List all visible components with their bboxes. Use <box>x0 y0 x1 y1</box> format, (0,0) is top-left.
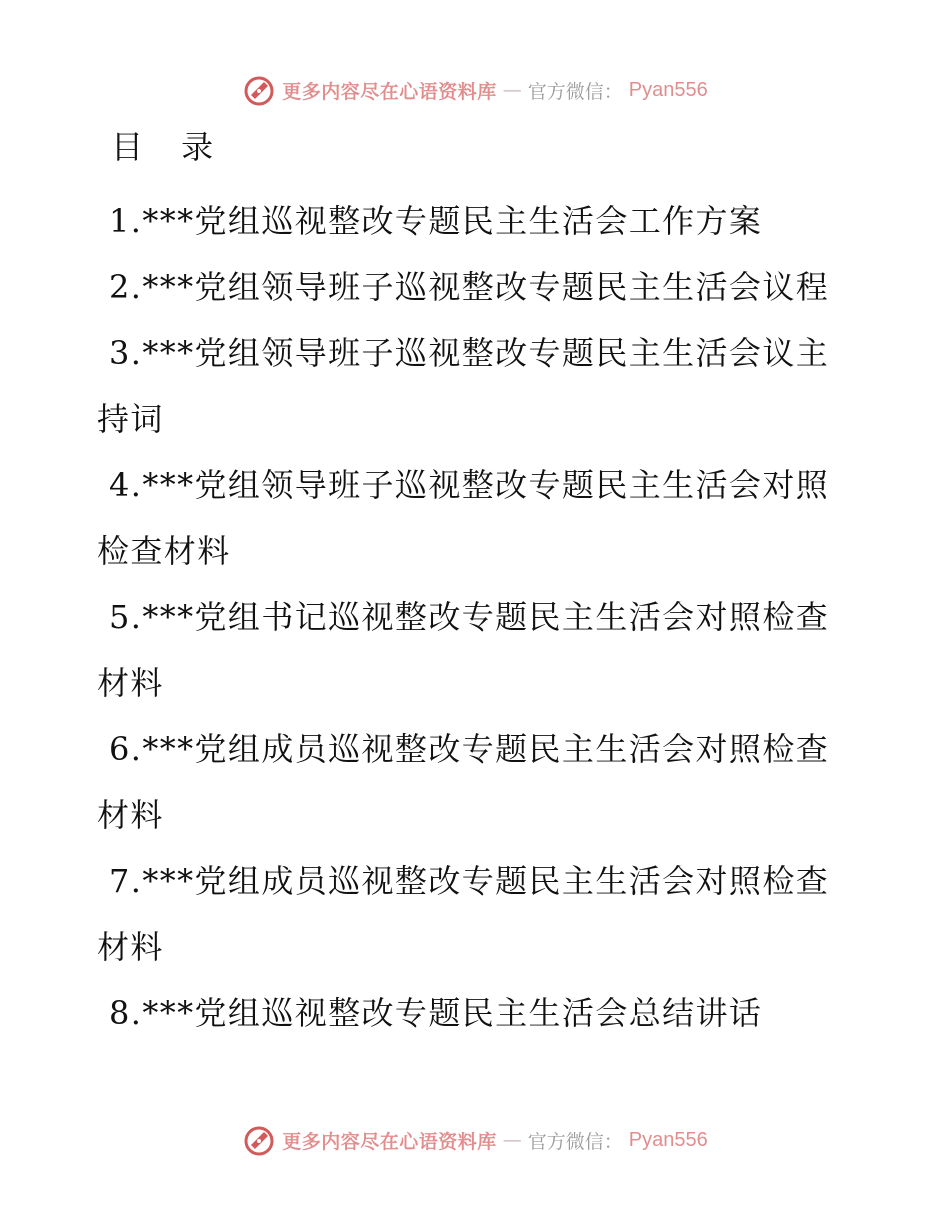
watermark-text: 更多内容尽在心语资料库 <box>282 80 497 103</box>
watermark-dash: — <box>502 1129 522 1151</box>
toc-item: 2.***党组领导班子巡视整改专题民主生活会议程 <box>109 268 830 306</box>
pen-nib-logo-icon <box>242 1123 276 1157</box>
footer-watermark <box>0 1120 950 1160</box>
toc-list <box>97 188 857 1046</box>
toc-item: 4.***党组领导班子巡视整改专题民主生活会对照检查材料 <box>97 466 830 570</box>
watermark-text: 更多内容尽在心语资料库 <box>282 1130 497 1153</box>
document-body <box>97 122 857 1046</box>
toc-item: 8.***党组巡视整改专题民主生活会总结讲话 <box>109 994 763 1032</box>
watermark-suffix: 官方微信： <box>527 1130 623 1153</box>
toc-item: 5.***党组书记巡视整改专题民主生活会对照检查材料 <box>97 598 830 702</box>
watermark-wechat-id: Pyan556 <box>628 78 708 101</box>
watermark-suffix: 官方微信： <box>527 80 623 103</box>
watermark-dash: — <box>502 79 522 101</box>
header-watermark <box>0 70 950 110</box>
toc-item: 1.***党组巡视整改专题民主生活会工作方案 <box>109 202 763 240</box>
toc-item: 3.***党组领导班子巡视整改专题民主生活会议主持词 <box>97 334 830 438</box>
toc-item: 7.***党组成员巡视整改专题民主生活会对照检查材料 <box>97 862 830 966</box>
pen-nib-logo-icon <box>242 73 276 107</box>
watermark-wechat-id: Pyan556 <box>628 1128 708 1151</box>
toc-title: 目 录 <box>111 128 228 166</box>
toc-item: 6.***党组成员巡视整改专题民主生活会对照检查材料 <box>97 730 830 834</box>
